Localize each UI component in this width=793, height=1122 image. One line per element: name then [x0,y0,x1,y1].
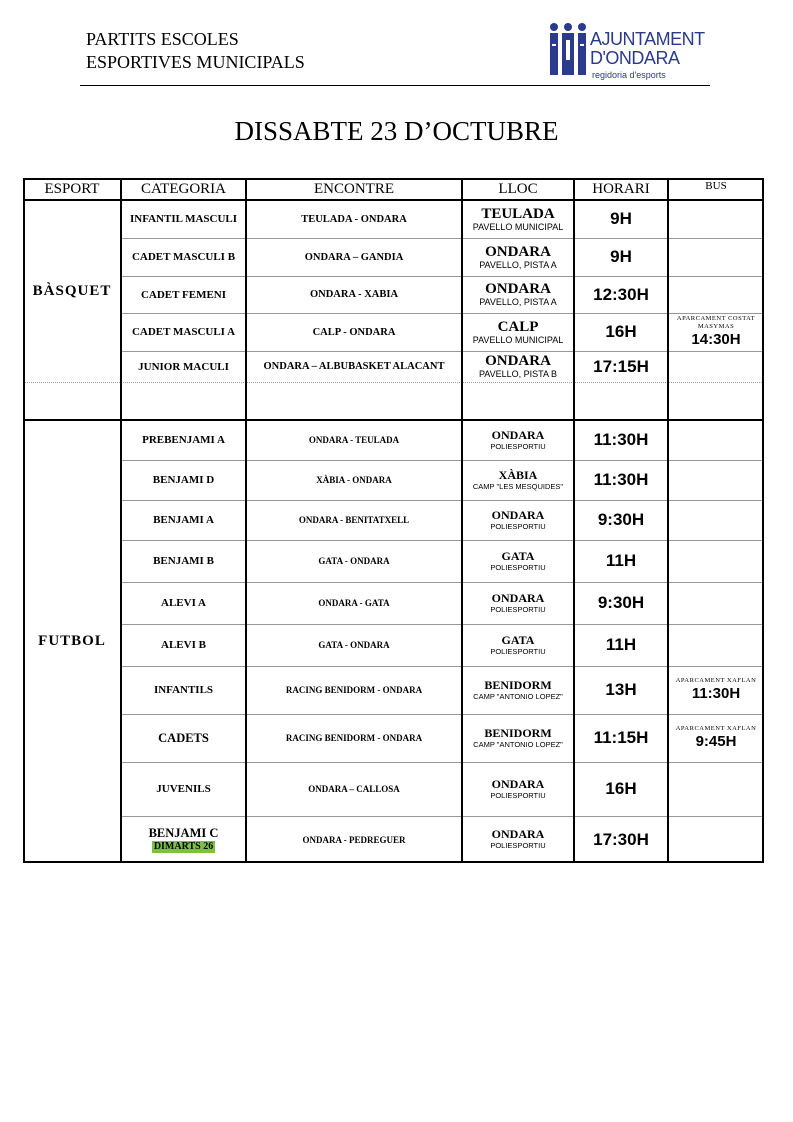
horari-cell: 17:30H [593,829,649,849]
horari-cell: 9H [610,247,632,266]
lloc-cell: ONDARA POLIESPORTIU [490,507,546,531]
lloc-cell: ONDARA PAVELLO, PISTA B [478,353,558,379]
horari-cell: 9:30H [597,593,645,612]
encontre-cell: ONDARA – GANDIA [304,251,404,263]
lloc-cell: ONDARA POLIESPORTIU [490,590,546,614]
column-header-categoria: CATEGORIA [141,180,226,197]
logo-name: AJUNTAMENT D'ONDARA [590,29,705,68]
horari-cell: 9H [610,209,632,228]
header-line-1: PARTITS ESCOLES [86,29,239,49]
encontre-cell: ONDARA – ALBUBASKET ALACANT [263,361,445,372]
categoria-cell: JUVENILS [156,783,211,795]
logo-subtitle: regidoria d'esports [592,70,666,80]
encontre-cell: ONDARA - GATA [318,598,390,608]
document-header [86,28,305,74]
categoria-cell: CADET MASCULI A [131,326,236,338]
categoria-cell: INFANTIL MASCULI [129,213,238,225]
encontre-cell: GATA - ONDARA [318,556,390,566]
lloc-cell: CALP PAVELLO MUNICIPAL [472,318,564,345]
encontre-cell: ONDARA - TEULADA [308,435,400,445]
lloc-cell: GATA POLIESPORTIU [490,548,546,572]
column-header-horari: HORARI [592,180,650,197]
categoria-cell: CADETS [158,730,209,745]
column-rule [245,178,247,863]
horari-cell: 12:30H [593,284,649,304]
horari-cell: 11:15H [593,728,649,747]
lloc-cell: ONDARA POLIESPORTIU [490,827,546,850]
categoria-cell: BENJAMI B [153,555,214,567]
horari-cell: 16H [605,322,637,341]
categoria-cell: PREBENJAMI A [142,434,225,446]
horari-cell: 13H [605,680,637,699]
horari-cell: 11H [605,635,637,654]
section-rule [23,419,764,421]
lloc-cell: ONDARA PAVELLO, PISTA A [479,243,557,270]
lloc-cell: XÀBIA CAMP "LES MESQUIDES" [472,467,564,491]
lloc-cell: GATA POLIESPORTIU [490,632,546,656]
header-line-2: ESPORTIVES MUNICIPALS [86,52,305,72]
encontre-cell: ONDARA - XABIA [309,289,399,300]
categoria-cell: CADET MASCULI B [131,251,236,263]
schedule-table [23,178,764,863]
lloc-cell: BENIDORM CAMP "ANTONIO LOPEZ" [473,725,563,749]
column-rule [120,178,122,863]
date-tag: DIMARTS 26 [153,841,214,852]
categoria-cell: BENJAMI D [152,474,215,486]
ajuntament-logo [548,22,708,82]
horari-cell: 11:30H [593,470,649,489]
lloc-cell: BENIDORM CAMP "ANTONIO LOPEZ" [473,677,563,701]
bus-cell: APARCAMENT XAFLAN 9:45H [675,725,757,750]
column-header-bus: BUS [705,180,727,192]
encontre-cell: ONDARA – CALLOSA [308,784,400,794]
bus-cell: APARCAMENT COSTAT MASYMAS 14:30H [676,315,756,348]
encontre-cell: CALP - ONDARA [312,326,396,338]
page-title: DISSABTE 23 D’OCTUBRE [234,116,559,146]
encontre-cell: ONDARA - PEDREGUER [302,834,406,845]
column-header-esport: ESPORT [44,180,100,197]
encontre-cell: ONDARA - BENITATXELL [298,515,410,525]
ajuntament-emblem-icon [548,22,588,78]
sport-futbol: FUTBOL [38,633,106,649]
encontre-cell: TEULADA - ONDARA [301,213,407,225]
column-rule [461,178,463,863]
categoria-cell: BENJAMI A [153,514,214,526]
sport-basquet: BÀSQUET [32,282,112,299]
categoria-cell: ALEVI A [161,597,206,609]
header-rule [23,199,764,201]
encontre-cell: RACING BENIDORM - ONDARA [285,733,423,743]
categoria-cell: BENJAMI C DIMARTS 26 [148,826,219,852]
header-divider [80,85,710,86]
horari-cell: 17:15H [593,356,649,376]
horari-cell: 9:30H [597,510,645,529]
row-divider [23,382,764,383]
lloc-cell: ONDARA PAVELLO, PISTA A [479,281,557,307]
column-header-encontre: ENCONTRE [314,180,394,197]
categoria-cell: JUNIOR MACULI [138,360,229,373]
column-rule [667,178,669,863]
horari-cell: 11:30H [593,430,649,449]
categoria-cell: INFANTILS [153,684,214,696]
encontre-cell: XÀBIA - ONDARA [316,475,392,485]
lloc-cell: ONDARA POLIESPORTIU [490,776,546,800]
categoria-cell: ALEVI B [161,639,206,651]
encontre-cell: GATA - ONDARA [318,640,390,650]
lloc-cell: ONDARA POLIESPORTIU [490,427,546,451]
categoria-cell: CADET FEMENI [140,288,227,301]
bus-cell: APARCAMENT XAFLAN 11:30H [675,677,757,702]
column-header-lloc: LLOC [498,180,538,197]
encontre-cell: RACING BENIDORM - ONDARA [285,685,423,695]
column-rule [573,178,575,863]
horari-cell: 11H [605,551,637,570]
lloc-cell: TEULADA PAVELLO MUNICIPAL [472,205,564,232]
horari-cell: 16H [605,779,637,798]
